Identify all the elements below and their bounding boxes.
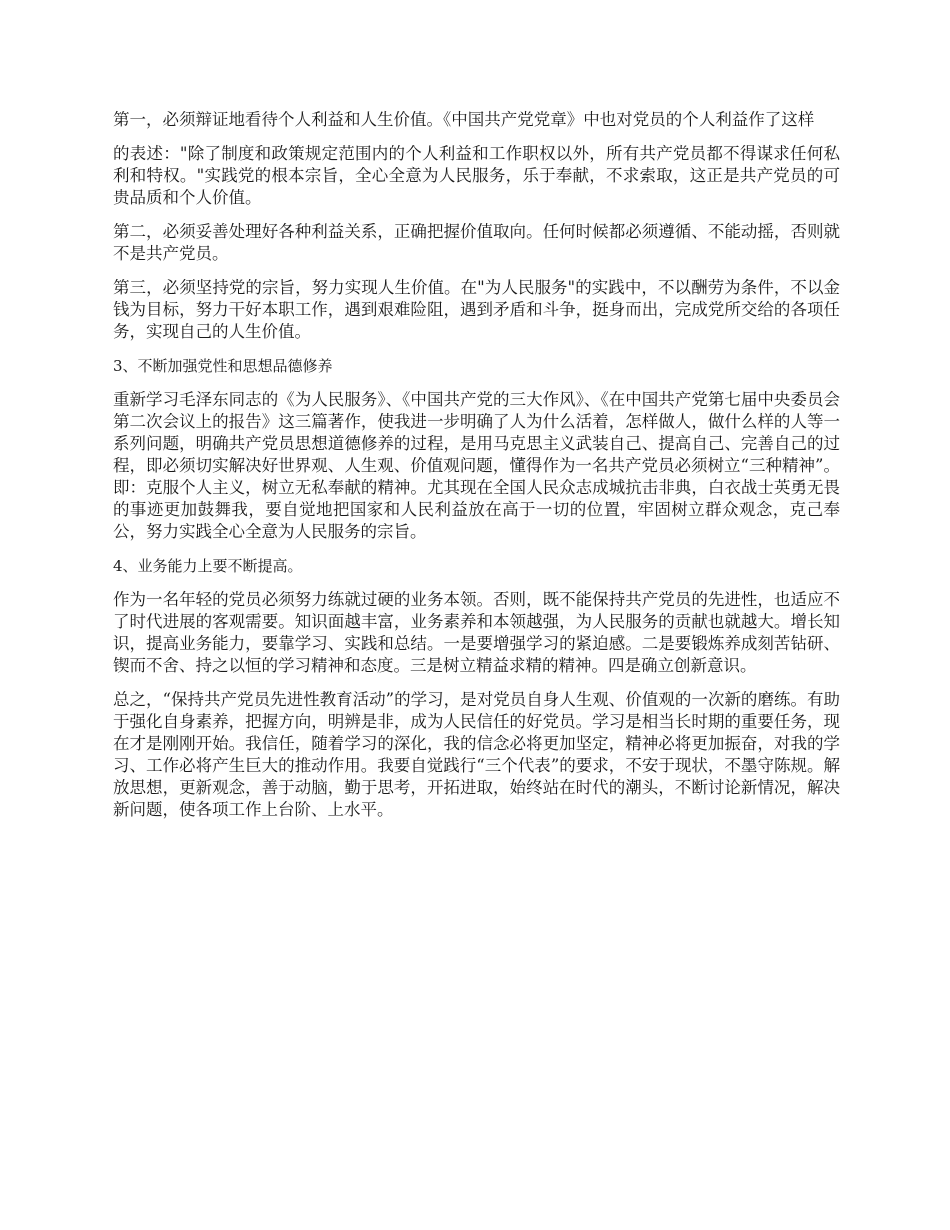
paragraph-5: 重新学习毛泽东同志的《为人民服务》、《中国共产党的三大作风》、《在中国共产党第七届中央委员会第二次会议上的报告》这三篇著作，使我进一步明确了人为什么活着，怎样做人，做什么样的人等一系列问题，明确共产党员思想道德修养的过程，是用马克思主义武装自己、提高自己、完善自己的过程，即必须切实解决好世界观、人生观、价值观问题，懂得作为一名共产党员必须树立“三种精神”。即：克服个人主义，树立无私奉献的精神。尤其现在全国人民众志成城抗击非典，白衣战士英勇无畏的事迹更加鼓舞我，要自觉地把国家和人民利益放在高于一切的位置，牢固树立群众观念，克己奉公，努力实践全心全意为人民服务的宗旨。 (113, 390, 840, 541)
section-heading-3: 3、不断加强党性和思想品德修养 (113, 357, 333, 375)
section-heading-4: 4、业务能力上要不断提高。 (113, 557, 303, 575)
paragraph-7: 总之，“保持共产党员先进性教育活动”的学习，是对党员自身人生观、价值观的一次新的磨练。有助于强化自身素养，把握方向，明辨是非，成为人民信任的好党员。学习是相当长时期的重要任务，现在才是刚刚开始。我信任，随着学习的深化，我的信念必将更加坚定，精神必将更加振奋，对我的学习、工作必将产生巨大的推动作用。我要自觉践行“三个代表”的要求，不安于现状，不墨守陈规。解放思想，更新观念，善于动脑，勤于思考，开拓进取，始终站在时代的潮头，不断讨论新情况，解决新问题，使各项工作上台阶、上水平。 (113, 690, 840, 819)
paragraph-1: 第一，必须辩证地看待个人利益和人生价值。《中国共产党党章》中也对党员的个人利益作了这样 (113, 110, 815, 129)
paragraph-2: 的表述："除了制度和政策规定范围内的个人利益和工作职权以外，所有共产党员都不得谋求任何私利和特权。"实践党的根本宗旨，全心全意为人民服务，乐于奉献，不求索取，这正是共产党员的可贵品质和个人价值。 (113, 144, 840, 207)
paragraph-3: 第二，必须妥善处理好各种利益关系，正确把握价值取向。任何时候都必须遵循、不能动摇，否则就不是共产党员。 (113, 222, 840, 263)
paragraph-4: 第三，必须坚持党的宗旨，努力实现人生价值。在"为人民服务"的实践中，不以酬劳为条件，不以金钱为目标，努力干好本职工作，遇到艰难险阻，遇到矛盾和斗争，挺身而出，完成党所交给的各项任务，实现自己的人生价值。 (113, 278, 840, 341)
paragraph-6: 作为一名年轻的党员必须努力练就过硬的业务本领。否则，既不能保持共产党员的先进性，也适应不了时代进展的客观需要。知识面越丰富，业务素养和本领越强，为人民服务的贡献也就越大。增长知识，提高业务能力，要靠学习、实践和总结。一是要增强学习的紧迫感。二是要锻炼养成刻苦钻研、锲而不舍、持之以恒的学习精神和态度。三是树立精益求精的精神。四是确立创新意识。 (113, 590, 840, 675)
document-body (113, 109, 840, 833)
